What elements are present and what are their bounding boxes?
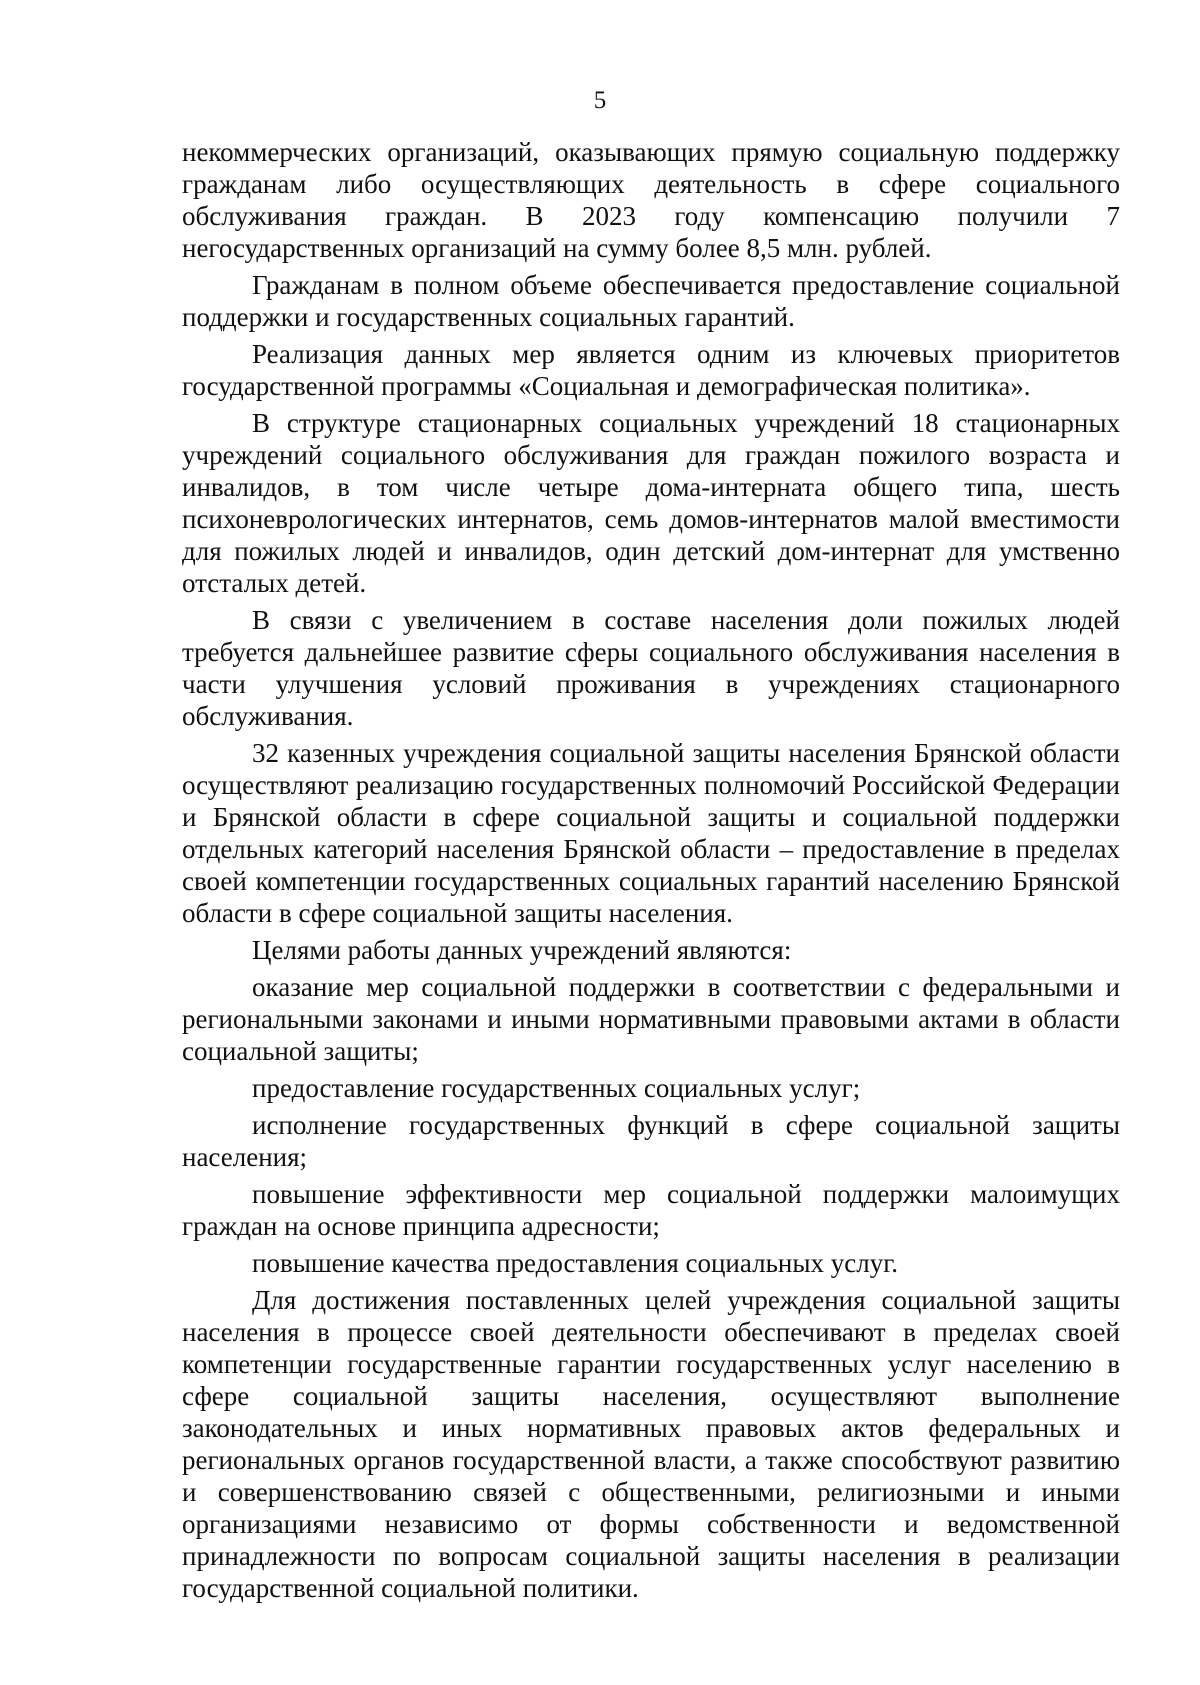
paragraph-elderly-population: В связи с увеличением в составе населения доли пожилых людей требуется дальнейшее развитие сферы социального обслуживания населения в части улучшения условий проживания в учреждениях стационарного обслуживания. (182, 605, 1120, 731)
paragraph-goals-intro: Целями работы данных учреждений являются: (252, 935, 792, 965)
paragraph-stationary-institutions: В структуре стационарных социальных учреждений 18 стационарных учреждений социального обслуживания для граждан пожилого возраста и инвалидов, в том числе четыре дома-интерната общего типа, шесть психоневрологических интернатов, семь домов-интернатов малой вместимости для пожилых людей и инвалидов, один детский дом-интернат для умственно отсталых детей. (182, 408, 1120, 598)
paragraph-social-support: Гражданам в полном объеме обеспечивается предоставление социальной поддержки и государственных социальных гарантий. (182, 270, 1120, 332)
paragraph-state-institutions: 32 казенных учреждения социальной защиты населения Брянской области осуществляют реализацию государственных полномочий Российской Федерации и Брянской области в сфере социальной защиты и социальной поддержки отдельных категорий населения Брянской области – предоставление в пределах своей компетенции государственных социальных гарантий населению Брянской области в сфере социальной защиты населения. (182, 738, 1120, 928)
page-number: 5 (593, 87, 607, 114)
document-body (182, 136, 1120, 1604)
paragraph-priority: Реализация данных мер является одним из ключевых приоритетов государственной программы «Социальная и демографическая политика». (182, 339, 1120, 401)
goal-item: оказание мер социальной поддержки в соответствии с федеральными и региональными законами и иными нормативными правовыми актами в области социальной защиты; (182, 972, 1120, 1066)
goal-item: предоставление государственных социальных услуг; (252, 1073, 861, 1103)
goal-item: повышение качества предоставления социальных услуг. (252, 1248, 898, 1278)
goal-item: повышение эффективности мер социальной поддержки малоимущих граждан на основе принципа адресности; (182, 1179, 1120, 1241)
goal-item: исполнение государственных функций в сфере социальной защиты населения; (182, 1110, 1120, 1172)
paragraph-continuation: некоммерческих организаций, оказывающих прямую социальную поддержку гражданам либо осуществляющих деятельность в сфере социального обслуживания граждан. В 2023 году компенсацию получили 7 негосударственных организаций на сумму более 8,5 млн. рублей. (182, 137, 1120, 263)
paragraph-achievement: Для достижения поставленных целей учреждения социальной защиты населения в процессе своей деятельности обеспечивают в пределах своей компетенции государственные гарантии государственных услуг населению в сфере социальной защиты населения, осуществляют выполнение законодательных и иных нормативных правовых актов федеральных и региональных органов государственной власти, а также способствуют развитию и совершенствованию связей с общественными, религиозными и иными организациями независимо от формы собственности и ведомственной принадлежности по вопросам социальной защиты населения в реализации государственной социальной политики. (182, 1285, 1120, 1603)
